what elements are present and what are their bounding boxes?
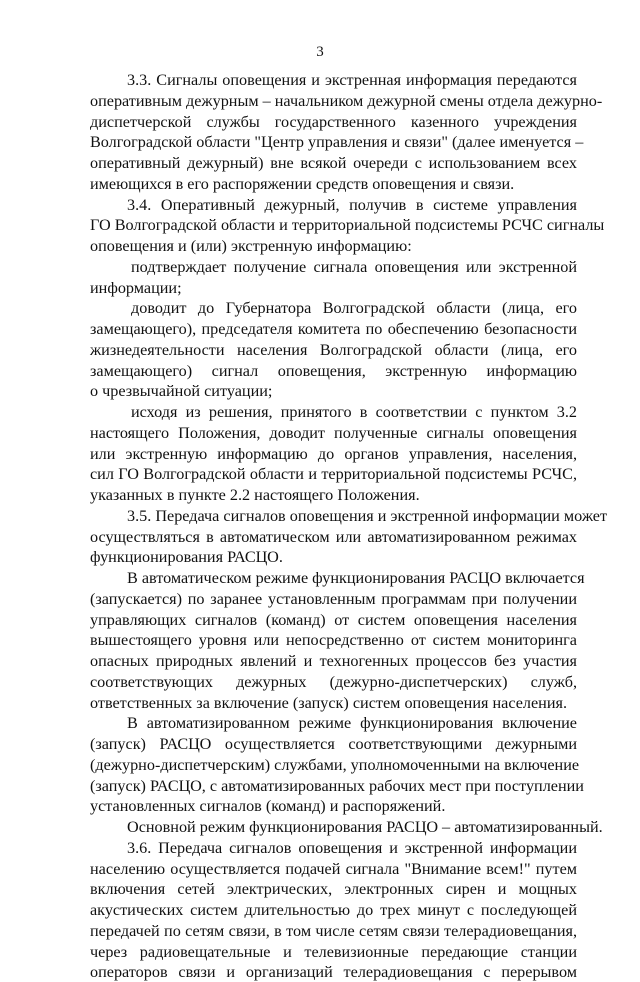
text-line: Основной режим функционирования РАСЦО – автоматизированный. xyxy=(127,818,603,836)
text-line: исходя из решения, принятого в соответствии с пунктом 3.2 xyxy=(131,403,577,421)
text-line: акустических систем длительностью до трех минут с последующей xyxy=(90,901,577,919)
text-line: опасных природных явлений и техногенных процессов без участия xyxy=(90,652,577,670)
text-line: имеющихся в его распоряжении средств оповещения и связи. xyxy=(90,174,515,193)
text-line: (запуск) РАСЦО осуществляется соответствующими дежурными xyxy=(90,735,577,753)
text-line: оперативным дежурным – начальником дежурной смены отдела дежурно- xyxy=(90,91,603,110)
text-line: настоящего Положения, доводит полученные сигналы оповещения xyxy=(90,423,577,442)
text-line: (запуск) РАСЦО, с автоматизированных рабочих мест при поступлении xyxy=(90,776,584,795)
text-line: оперативный дежурный) вне всякой очереди с использованием всех xyxy=(90,154,577,172)
text-line: о чрезвычайной ситуации; xyxy=(90,382,273,401)
text-line: В автоматическом режиме функционирования РАСЦО включается xyxy=(127,569,585,587)
text-line: операторов связи и организаций телерадиовещания с перерывом xyxy=(90,963,577,982)
text-line: управляющих сигналов (команд) от систем оповещения населения xyxy=(90,610,577,629)
text-line: Волгоградской области "Центр управления и связи" (далее именуется – xyxy=(90,133,584,152)
text-line: жизнедеятельности населения Волгоградской области (лица, его xyxy=(90,340,577,359)
text-line: подтверждает получение сигнала оповещения или экстренной xyxy=(131,257,577,276)
text-line: доводит до Губернатора Волгоградской области (лица, его xyxy=(131,299,577,318)
text-line: включения сетей электрических, электронных сирен и мощных xyxy=(90,880,577,899)
text-line: населению осуществляется подачей сигнала "Внимание всем!" путем xyxy=(90,859,577,878)
text-line: ГО Волгоградской области и территориальной подсистемы РСЧС сигналы xyxy=(90,216,605,235)
text-line: В автоматизированном режиме функционирования включение xyxy=(127,714,577,733)
text-line: установленных сигналов (команд) и распоряжений. xyxy=(90,797,446,816)
text-line: осуществляться в автоматическом или автоматизированном режимах xyxy=(90,527,577,546)
text-line: диспетчерской службы государственного казенного учреждения xyxy=(90,112,577,131)
page-number: 3 xyxy=(316,44,324,60)
text-line: указанных в пункте 2.2 настоящего Положения. xyxy=(90,486,420,504)
text-line: замещающего), председателя комитета по обеспечению безопасности xyxy=(90,320,577,338)
text-line: 3.3. Сигналы оповещения и экстренная информация передаются xyxy=(127,71,577,89)
text-line: или экстренную информацию до органов управления, населения, xyxy=(90,444,577,463)
text-line: (запускается) по заранее установленным программам при получении xyxy=(90,589,577,608)
text-line: передачей по сетям связи, в том числе сетям связи телерадиовещания, xyxy=(90,921,577,940)
text-line: вышестоящего уровня или непосредственно от систем мониторинга xyxy=(90,631,577,650)
text-line: замещающего) сигнал оповещения, экстренную информацию xyxy=(90,361,577,380)
text-line: соответствующих дежурных (дежурно-диспетчерских) служб, xyxy=(90,672,577,691)
text-line: функционирования РАСЦО. xyxy=(90,548,283,567)
text-line: 3.6. Передача сигналов оповещения и экстренной информации xyxy=(127,838,577,857)
text-line: ответственных за включение (запуск) систем оповещения населения. xyxy=(90,693,567,712)
text-line: информации; xyxy=(90,278,182,297)
text-line: 3.5. Передача сигналов оповещения и экстренной информации может xyxy=(127,506,608,525)
text-line: (дежурно-диспетчерским) службами, уполномоченными на включение xyxy=(90,755,580,774)
text-line: оповещения и (или) экстренную информацию: xyxy=(90,237,412,255)
text-line: через радиовещательные и телевизионные передающие станции xyxy=(90,942,577,961)
text-line: 3.4. Оперативный дежурный, получив в системе управления xyxy=(127,195,577,214)
text-line: сил ГО Волгоградской области и территориальной подсистемы РСЧС, xyxy=(90,465,577,484)
